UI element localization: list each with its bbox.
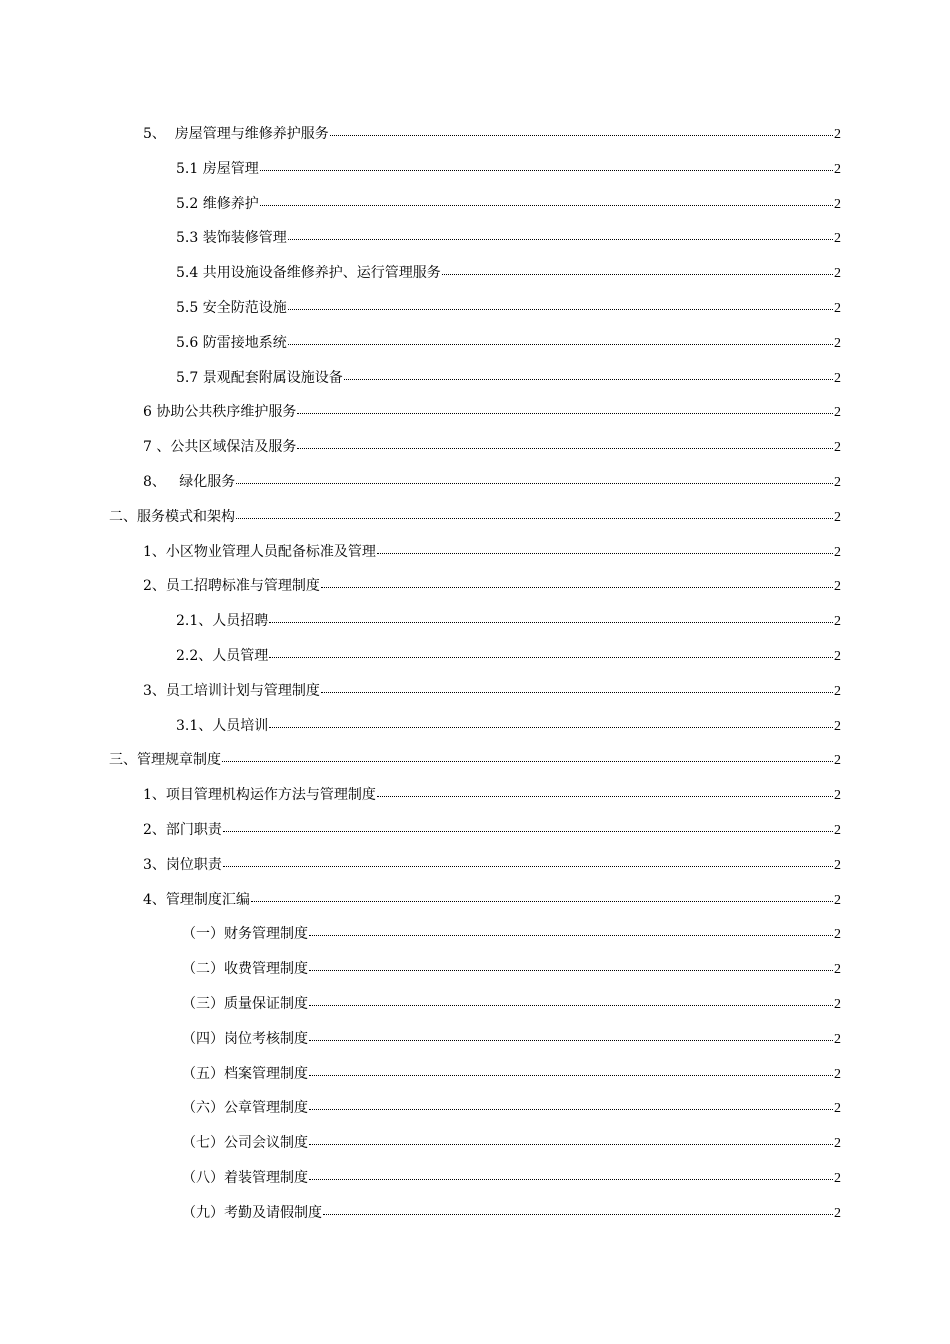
- toc-entry-label: 三、管理规章制度: [109, 752, 221, 769]
- toc-dot-leader: [222, 761, 833, 762]
- toc-entry-label: 5.4 共用设施设备维修养护、运行管理服务: [176, 265, 441, 282]
- toc-entry-label: （一）财务管理制度: [182, 926, 308, 943]
- toc-entry[interactable]: [109, 1126, 841, 1161]
- toc-page-number: 2: [834, 127, 841, 142]
- toc-page-number: 2: [834, 579, 841, 595]
- toc-page-number: 2: [834, 474, 841, 490]
- toc-entry[interactable]: [109, 291, 841, 326]
- toc-dot-leader: [269, 657, 833, 658]
- toc-entry[interactable]: [109, 361, 841, 396]
- toc-entry[interactable]: [109, 1196, 841, 1231]
- toc-entry-label: 3.1、人员培训: [176, 717, 269, 734]
- toc-entry[interactable]: [109, 743, 841, 778]
- toc-dot-leader: [269, 622, 833, 623]
- toc-page-number: 2: [834, 683, 841, 699]
- toc-entry-label: （五）档案管理制度: [182, 1065, 308, 1082]
- toc-dot-leader: [309, 935, 833, 936]
- toc-entry[interactable]: [109, 152, 841, 187]
- toc-page-number: 2: [834, 718, 841, 734]
- toc-dot-leader: [236, 483, 833, 484]
- toc-entry-label: 8、 绿化服务: [143, 473, 236, 490]
- toc-page-number: 2: [834, 753, 841, 769]
- toc-dot-leader: [288, 309, 833, 310]
- toc-entry-label: （六）公章管理制度: [182, 1100, 308, 1117]
- toc-dot-leader: [236, 518, 833, 519]
- toc-entry[interactable]: [109, 221, 841, 256]
- toc-dot-leader: [309, 1179, 833, 1180]
- toc-page-number: 2: [834, 962, 841, 978]
- toc-dot-leader: [321, 692, 833, 693]
- toc-page-number: 2: [834, 1031, 841, 1047]
- toc-dot-leader: [309, 1040, 833, 1041]
- toc-entry[interactable]: [109, 187, 841, 222]
- toc-page-number: 2: [834, 509, 841, 525]
- toc-dot-leader: [223, 866, 833, 867]
- toc-entry[interactable]: [109, 778, 841, 813]
- toc-page-number: 2: [834, 196, 841, 212]
- toc-entry-label: 7 、公共区域保洁及服务: [143, 439, 297, 456]
- toc-entry[interactable]: [109, 256, 841, 291]
- table-of-contents: [109, 117, 841, 1231]
- toc-entry-label: 5.7 景观配套附属设施设备: [176, 369, 343, 386]
- toc-entry[interactable]: [109, 535, 841, 570]
- toc-entry-label: （四）岗位考核制度: [182, 1030, 308, 1047]
- toc-entry-label: （七）公司会议制度: [182, 1135, 308, 1152]
- toc-page-number: 2: [834, 788, 841, 804]
- toc-entry-label: 2、部门职责: [143, 821, 222, 838]
- toc-page-number: 2: [834, 648, 841, 664]
- toc-page-number: 2: [834, 544, 841, 560]
- toc-page-number: 2: [834, 1066, 841, 1082]
- toc-dot-leader: [321, 587, 833, 588]
- toc-entry-label: 2、员工招聘标准与管理制度: [143, 578, 320, 595]
- toc-page-number: 2: [834, 1101, 841, 1117]
- toc-entry-label: 6 协助公共秩序维护服务: [143, 404, 297, 421]
- toc-dot-leader: [377, 796, 833, 797]
- toc-page-number: 2: [834, 161, 841, 177]
- toc-page-number: 2: [834, 857, 841, 873]
- toc-entry-label: 3、员工培训计划与管理制度: [143, 682, 320, 699]
- toc-page-number: 2: [834, 335, 841, 351]
- toc-entry-label: （八）着装管理制度: [182, 1169, 308, 1186]
- toc-dot-leader: [223, 831, 833, 832]
- toc-entry[interactable]: [109, 500, 841, 535]
- toc-dot-leader: [297, 448, 833, 449]
- toc-entry[interactable]: [109, 1091, 841, 1126]
- toc-page-number: 2: [834, 892, 841, 908]
- toc-entry[interactable]: [109, 1057, 841, 1092]
- toc-dot-leader: [309, 1144, 833, 1145]
- toc-entry-label: 1、项目管理机构运作方法与管理制度: [143, 787, 376, 804]
- toc-entry-label: （三）质量保证制度: [182, 995, 308, 1012]
- toc-entry[interactable]: [109, 604, 841, 639]
- toc-dot-leader: [288, 239, 833, 240]
- toc-entry[interactable]: [109, 326, 841, 361]
- toc-page-number: 2: [834, 996, 841, 1012]
- toc-entry-label: 5.1 房屋管理: [176, 160, 259, 177]
- toc-page-number: 2: [834, 405, 841, 421]
- toc-entry[interactable]: [109, 430, 841, 465]
- toc-dot-leader: [260, 205, 833, 206]
- toc-entry[interactable]: [109, 639, 841, 674]
- toc-dot-leader: [442, 274, 833, 275]
- toc-page-number: 2: [834, 266, 841, 282]
- toc-page-number: 2: [834, 370, 841, 386]
- toc-page-number: 2: [834, 300, 841, 316]
- toc-entry[interactable]: [109, 987, 841, 1022]
- toc-entry[interactable]: [109, 674, 841, 709]
- toc-entry[interactable]: [109, 569, 841, 604]
- toc-entry-label: 5.2 维修养护: [176, 195, 259, 212]
- toc-page-number: 2: [834, 1170, 841, 1186]
- toc-entry-label: 5、 房屋管理与维修养护服务: [143, 126, 329, 142]
- toc-dot-leader: [344, 379, 833, 380]
- toc-page-number: 2: [834, 231, 841, 247]
- toc-entry-label: 二、服务模式和架构: [109, 508, 235, 525]
- toc-entry-label: 5.6 防雷接地系统: [176, 334, 287, 351]
- toc-dot-leader: [323, 1214, 833, 1215]
- toc-page-number: 2: [834, 927, 841, 943]
- toc-entry[interactable]: [109, 117, 841, 152]
- toc-entry[interactable]: [109, 813, 841, 848]
- toc-entry[interactable]: [109, 465, 841, 500]
- toc-entry[interactable]: [109, 883, 841, 918]
- toc-entry-label: （九）考勤及请假制度: [182, 1204, 322, 1221]
- toc-entry[interactable]: [109, 917, 841, 952]
- toc-entry-label: 5.5 安全防范设施: [176, 299, 287, 316]
- toc-entry-label: （二）收费管理制度: [182, 961, 308, 978]
- toc-dot-leader: [330, 135, 833, 136]
- toc-dot-leader: [309, 1075, 833, 1076]
- toc-entry-label: 4、管理制度汇编: [143, 891, 250, 908]
- toc-entry[interactable]: [109, 709, 841, 744]
- toc-page-number: 2: [834, 1136, 841, 1152]
- toc-entry-label: 5.3 装饰装修管理: [176, 230, 287, 247]
- toc-page-number: 2: [834, 440, 841, 456]
- toc-dot-leader: [260, 170, 833, 171]
- toc-entry-label: 3、岗位职责: [143, 856, 222, 873]
- toc-entry-label: 2.1、人员招聘: [176, 613, 269, 630]
- toc-dot-leader: [269, 727, 833, 728]
- toc-page-number: 2: [834, 822, 841, 838]
- toc-entry[interactable]: [109, 952, 841, 987]
- toc-dot-leader: [309, 970, 833, 971]
- toc-entry[interactable]: [109, 395, 841, 430]
- toc-page-number: 2: [834, 1205, 841, 1221]
- toc-entry[interactable]: [109, 1022, 841, 1057]
- toc-dot-leader: [309, 1005, 833, 1006]
- toc-dot-leader: [377, 553, 833, 554]
- toc-entry[interactable]: [109, 1161, 841, 1196]
- toc-entry-label: 1、小区物业管理人员配备标准及管理: [143, 543, 376, 560]
- toc-dot-leader: [297, 413, 833, 414]
- toc-dot-leader: [288, 344, 833, 345]
- toc-dot-leader: [251, 901, 833, 902]
- toc-entry[interactable]: [109, 848, 841, 883]
- toc-dot-leader: [309, 1109, 833, 1110]
- toc-entry-label: 2.2、人员管理: [176, 647, 269, 664]
- toc-page-number: 2: [834, 614, 841, 630]
